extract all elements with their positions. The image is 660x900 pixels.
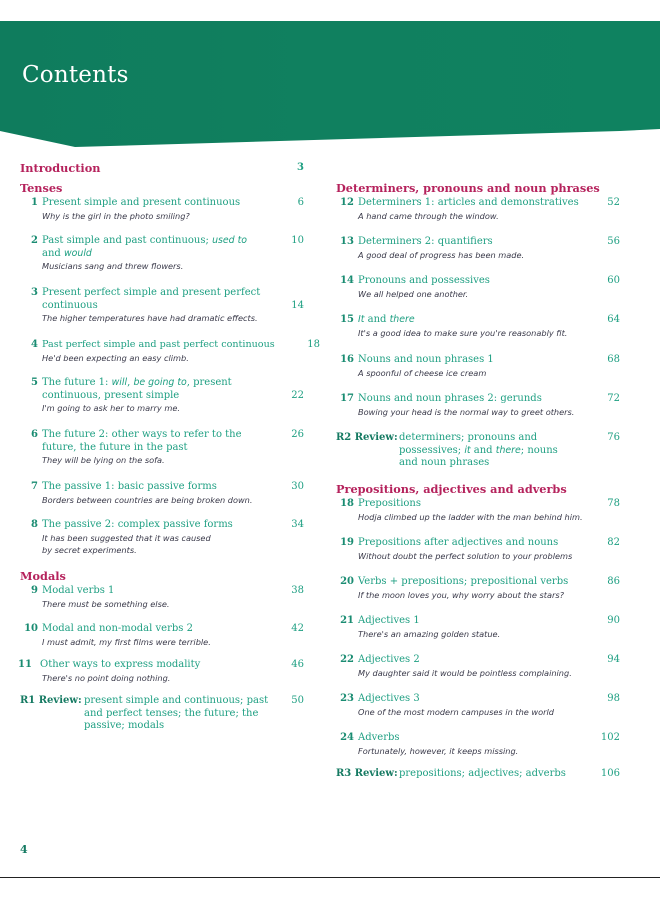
unit-example: Hodja climbed up the ladder with the man behind him. [358, 511, 583, 522]
page-number: 76 [607, 432, 620, 443]
page-number: 56 [607, 236, 620, 247]
toc-entry-6[interactable] [20, 429, 308, 481]
unit-title: Past perfect simple and past perfect continuous [42, 339, 275, 350]
unit-title: Past simple and past continuous; used to and would [42, 235, 247, 259]
section-heading-determiners: Determiners, pronouns and noun phrases [336, 181, 600, 195]
unit-example: There's an amazing golden statue. [358, 628, 501, 639]
unit-number: 11 [18, 659, 32, 670]
unit-title: Prepositions after adjectives and nouns [358, 537, 559, 548]
section-heading-tenses: Tenses [20, 181, 63, 195]
section-heading-modals: Modals [20, 569, 66, 583]
unit-title: Prepositions [358, 498, 421, 509]
unit-number: 20 [340, 576, 354, 587]
unit-number: 12 [340, 197, 354, 208]
unit-number: 1 [31, 197, 38, 208]
toc-left-column [18, 161, 320, 735]
page-number: 90 [607, 615, 620, 626]
page-number: 3 [297, 162, 304, 173]
review-label: R3 Review: [336, 768, 398, 779]
page-number: 42 [291, 623, 304, 634]
unit-example: I must admit, my first films were terrible. [42, 636, 211, 647]
unit-example: My daughter said it would be pointless complaining. [358, 667, 572, 678]
page-number: 94 [607, 654, 620, 665]
unit-number: 9 [31, 585, 38, 596]
unit-number: 10 [24, 623, 38, 634]
page-number: 26 [291, 429, 304, 440]
toc-entry-16[interactable] [336, 354, 626, 393]
page-number: 14 [291, 300, 304, 311]
unit-example: There must be something else. [42, 598, 170, 609]
toc-entry-5[interactable] [20, 377, 308, 429]
toc-entry-13[interactable] [336, 236, 626, 275]
unit-title: Adjectives 3 [358, 693, 420, 704]
unit-example: There's no point doing nothing. [42, 672, 171, 683]
unit-number: 18 [340, 498, 354, 509]
unit-number: 3 [31, 287, 38, 298]
unit-example: It's a good idea to make sure you're reasonably fit. [358, 327, 568, 338]
unit-number: 14 [340, 275, 354, 286]
unit-title: The future 1: will, be going to, present continuous, present simple [42, 377, 232, 401]
page-number: 102 [600, 732, 620, 743]
page-number: 6 [297, 197, 304, 208]
page-number: 22 [291, 390, 304, 401]
unit-example: Musicians sang and threw flowers. [42, 261, 184, 271]
toc-entry-1[interactable] [20, 197, 308, 235]
toc-entry-20[interactable] [336, 576, 626, 615]
unit-example: A spoonful of cheese ice cream [358, 367, 487, 378]
page-number: 86 [607, 576, 620, 587]
unit-example: One of the most modern campuses in the world [358, 706, 554, 717]
unit-title: Nouns and noun phrases 1 [358, 354, 494, 365]
toc-review-r3[interactable] [336, 768, 626, 784]
page-number: 34 [291, 519, 304, 530]
unit-title: Modal verbs 1 [42, 585, 115, 596]
unit-number: 8 [31, 519, 38, 530]
unit-example: A hand came through the window. [358, 210, 499, 221]
unit-title: Other ways to express modality [40, 659, 201, 670]
toc-entry-21[interactable] [336, 615, 626, 654]
unit-number: 15 [340, 314, 354, 325]
toc-entry-24[interactable] [336, 732, 626, 768]
unit-title: Nouns and noun phrases 2: gerunds [358, 393, 542, 404]
unit-example: A good deal of progress has been made. [358, 249, 525, 260]
unit-title: The passive 1: basic passive forms [42, 481, 217, 492]
unit-number: 19 [340, 537, 354, 548]
toc-entry-3[interactable] [20, 287, 308, 339]
unit-number: 22 [340, 654, 354, 665]
unit-example: They will be lying on the sofa. [42, 455, 165, 465]
review-text: present simple and continuous; past and perfect tenses; the future; the passive; modals [84, 695, 269, 731]
page-title: Contents [22, 62, 129, 88]
page-number: 50 [291, 695, 304, 706]
toc-entry-9[interactable] [20, 585, 308, 623]
unit-number: 5 [31, 377, 38, 388]
unit-title: Pronouns and possessives [358, 275, 490, 286]
unit-title: Verbs + prepositions; prepositional verbs [358, 576, 569, 587]
toc-review-r2[interactable] [336, 432, 626, 482]
page-number: 98 [607, 693, 620, 704]
unit-number: 21 [340, 615, 354, 626]
toc-entry-15[interactable] [336, 314, 626, 354]
toc-entry-17[interactable] [336, 393, 626, 432]
review-text: prepositions; adjectives; adverbs [399, 768, 566, 779]
toc-entry-2[interactable] [20, 235, 308, 287]
unit-title: Present perfect simple and present perfect continuous [42, 287, 261, 311]
unit-number: 13 [340, 236, 354, 247]
page-number: 46 [291, 659, 304, 670]
page-number: 106 [600, 768, 620, 779]
unit-title: Adverbs [358, 732, 400, 743]
unit-example: Fortunately, however, it keeps missing. [358, 745, 519, 756]
toc-entry-4[interactable] [20, 339, 320, 377]
page-number: 82 [607, 537, 620, 548]
page-number: 72 [607, 393, 620, 404]
section-heading-prepositions: Prepositions, adjectives and adverbs [336, 482, 567, 496]
unit-number: 24 [340, 732, 354, 743]
unit-title: The passive 2: complex passive forms [42, 519, 233, 530]
review-label: R1 Review: [20, 695, 82, 706]
page-number: 18 [307, 339, 320, 350]
review-label: R2 Review: [336, 432, 398, 443]
toc-entry-23[interactable] [336, 693, 626, 732]
unit-title: Determiners 2: quantifiers [358, 236, 493, 247]
unit-example: Without doubt the perfect solution to your problems [358, 550, 573, 561]
toc-entry-12[interactable] [336, 197, 626, 236]
unit-example: I'm going to ask her to marry me. [42, 403, 180, 413]
unit-example: Borders between countries are being broken down. [42, 494, 253, 505]
unit-title: It and there [358, 314, 415, 325]
page-number: 30 [291, 481, 304, 492]
page-number: 60 [607, 275, 620, 286]
page-number: 68 [607, 354, 620, 365]
toc-entry-18[interactable] [336, 498, 626, 537]
toc-entry-22[interactable] [336, 654, 626, 693]
unit-number: 2 [31, 235, 38, 246]
unit-example: Bowing your head is the normal way to greet others. [358, 406, 575, 417]
bottom-divider [0, 877, 660, 878]
unit-example: If the moon loves you, why worry about the stars? [358, 589, 564, 600]
toc-entry-11[interactable] [20, 659, 308, 695]
page-number: 52 [607, 197, 620, 208]
toc-review-r1[interactable] [20, 695, 308, 735]
page-number: 38 [291, 585, 304, 596]
unit-example: The higher temperatures have had dramatic effects. [42, 313, 258, 323]
unit-number: 6 [31, 429, 38, 440]
unit-title: Determiners 1: articles and demonstratives [358, 197, 579, 208]
toc-entry-10[interactable] [20, 623, 308, 659]
section-heading: Introduction [20, 161, 101, 175]
toc-entry-19[interactable] [336, 537, 626, 576]
page-number: 10 [291, 235, 304, 246]
unit-example: It has been suggested that it was caused by secret experiments. [42, 532, 211, 555]
unit-example: He'd been expecting an easy climb. [42, 352, 189, 363]
unit-example: We all helped one another. [358, 288, 469, 299]
unit-title: Present simple and present continuous [42, 197, 241, 208]
unit-number: 23 [340, 693, 354, 704]
toc-right-column [336, 181, 626, 784]
unit-title: The future 2: other ways to refer to the future, the future in the past [42, 429, 242, 453]
unit-number: 7 [31, 481, 38, 492]
unit-title: Modal and non-modal verbs 2 [42, 623, 193, 634]
unit-number: 16 [340, 354, 354, 365]
unit-number: 17 [340, 393, 354, 404]
toc-entry-8[interactable] [20, 519, 308, 569]
toc-entry-14[interactable] [336, 275, 626, 314]
unit-example: Why is the girl in the photo smiling? [42, 210, 190, 221]
toc-entry-7[interactable] [20, 481, 308, 519]
page-number-footer: 4 [20, 843, 28, 856]
review-text: determiners; pronouns and possessives; it and there; nouns and noun phrases [399, 432, 558, 468]
unit-title: Adjectives 2 [358, 654, 420, 665]
page-number: 78 [607, 498, 620, 509]
page-number: 64 [607, 314, 620, 325]
unit-number: 4 [31, 339, 38, 350]
toc-introduction[interactable] [20, 161, 308, 181]
unit-title: Adjectives 1 [358, 615, 420, 626]
